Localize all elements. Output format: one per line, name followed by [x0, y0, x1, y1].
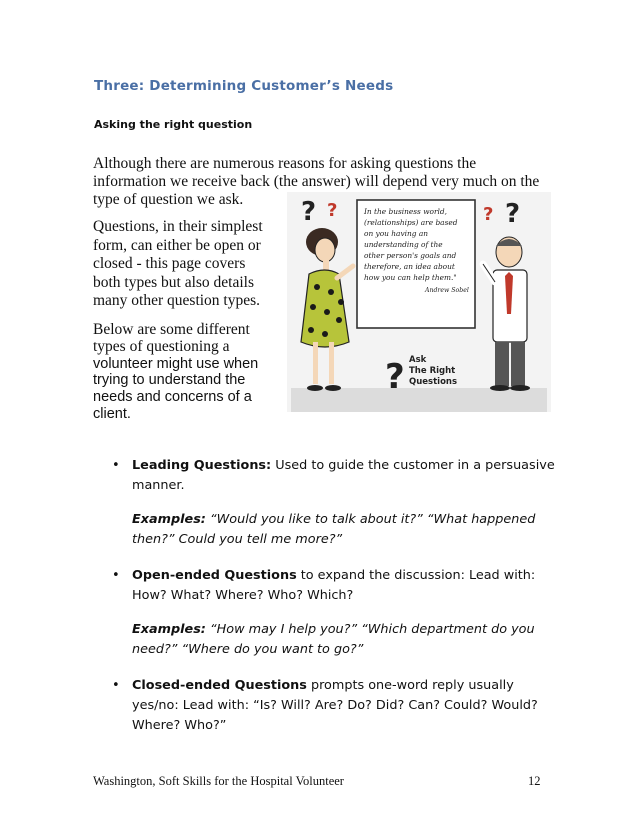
examples-body: “Would you like to talk about it?” “What happened then?” Could you tell me more?”: [132, 512, 536, 547]
quote-line: In the business world,: [364, 207, 447, 216]
quote-line: how you can help them.": [364, 273, 457, 282]
question-types-list: [110, 456, 560, 752]
cartoon-illustration: [287, 192, 551, 412]
bullet-icon: •: [112, 458, 120, 473]
quote-line: (relationships) are based: [364, 218, 458, 227]
svg-text:?: ?: [483, 204, 494, 225]
bullet-text: prompts one-word reply usually yes/no: Lead with: “Is? Will? Are? Do? Did? Can? Could? Would? Where? Who?”: [132, 678, 538, 733]
list-item-closed-ended-questions: [110, 676, 560, 736]
quote-author: Andrew Sobel: [425, 287, 469, 294]
volunteer-paragraph-serif-text: Below are some different types of questioning a: [93, 321, 250, 355]
bullet-text: Used to guide the customer in a persuasive manner.: [132, 458, 555, 493]
bullet-label: Leading Questions:: [132, 458, 272, 473]
examples-body: “How may I help you?” “Which department do you need?” “Where do you want to go?”: [132, 622, 535, 657]
svg-text:?: ?: [385, 357, 405, 397]
list-item-leading-questions: [110, 456, 560, 550]
page-number: 12: [528, 774, 541, 788]
quote-line: therefore, an idea about: [364, 262, 455, 271]
sign-line: Ask: [409, 355, 427, 365]
examples-text: [132, 510, 560, 550]
bullet-icon: •: [112, 568, 120, 583]
quote-line: understanding of the: [364, 240, 443, 249]
cartoon-floor: [291, 388, 547, 412]
question-types-paragraph: Questions, in their simplest form, can either be open or closed - this page covers both types but also details many other question types.: [93, 218, 263, 309]
quote-text: [363, 207, 469, 294]
intro-paragraph: Although there are numerous reasons for asking questions the information we receive back (the answer) will depend very much on the type of question we ask.: [93, 155, 540, 208]
quote-line: on you having an: [364, 229, 429, 238]
section-title: Three: Determining Customer’s Needs: [94, 78, 394, 94]
sign-line: The Right: [409, 366, 456, 376]
quote-line: other person's goals and: [364, 251, 457, 260]
svg-text:?: ?: [327, 200, 338, 221]
subheading: Asking the right question: [94, 118, 253, 131]
bullet-label: Closed-ended Questions: [132, 678, 307, 693]
examples-text: [132, 620, 560, 660]
svg-text:?: ?: [301, 197, 317, 227]
footer-title: Washington, Soft Skills for the Hospital Volunteer: [93, 774, 344, 788]
bullet-text: to expand the discussion: Lead with: How? What? Where? Who? Which?: [132, 568, 536, 603]
sign-line: Questions: [409, 377, 458, 387]
svg-text:?: ?: [505, 199, 521, 229]
volunteer-paragraph-sans-text: volunteer might use when trying to understand the needs and concerns of a client.: [93, 355, 259, 422]
volunteer-questioning-paragraph: [93, 322, 273, 423]
list-item-open-ended-questions: [110, 566, 560, 660]
examples-label: Examples:: [132, 622, 206, 637]
bullet-icon: •: [112, 678, 120, 693]
bullet-label: Open-ended Questions: [132, 568, 297, 583]
examples-label: Examples:: [132, 512, 206, 527]
